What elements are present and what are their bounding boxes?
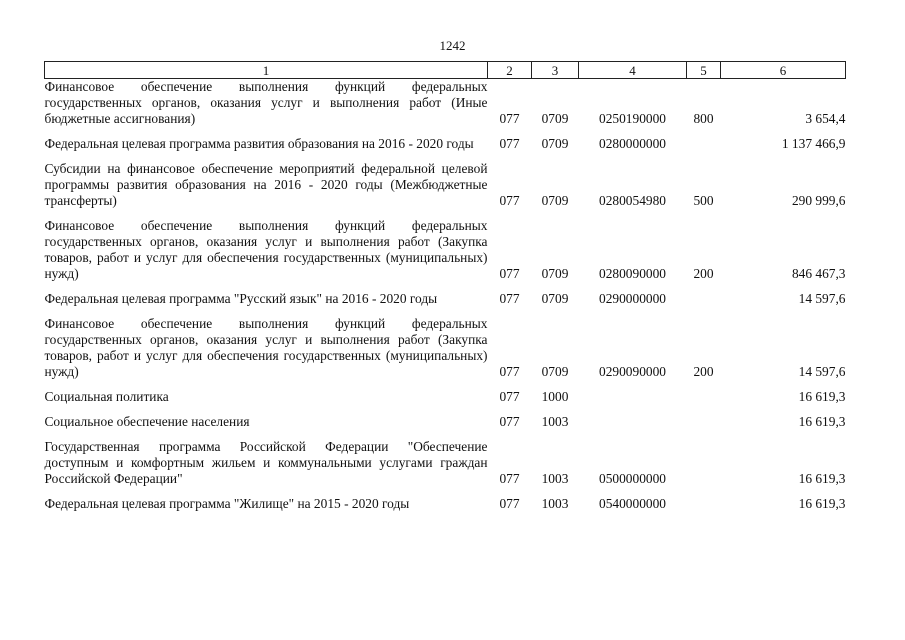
row-name: Федеральная целевая программа "Жилище" на 2015 - 2020 годы	[44, 496, 410, 511]
header-col-1: 1	[45, 62, 488, 79]
header-col-5: 5	[687, 62, 721, 79]
row-name: Субсидии на финансовое обеспечение мероприятий федеральной целевой программы развития образования на 2016 - 2020 годы (Межбюджетные трансферты)	[44, 161, 488, 208]
row-target-code: 0290090000	[599, 364, 666, 379]
row-name: Федеральная целевая программа развития образования на 2016 - 2020 годы	[44, 136, 474, 151]
table-row	[45, 152, 846, 209]
row-ministry-code: 077	[499, 136, 520, 151]
header-col-2: 2	[488, 62, 532, 79]
header-col-3: 3	[532, 62, 579, 79]
row-section-code: 0709	[541, 136, 569, 151]
row-section-code: 0709	[541, 291, 569, 306]
row-amount: 14 597,6	[798, 291, 846, 306]
row-ministry-code: 077	[499, 496, 520, 511]
row-expense-type	[687, 127, 721, 152]
row-ministry-code: 077	[499, 193, 520, 208]
row-expense-type: 200	[693, 364, 714, 379]
table-body	[45, 79, 846, 513]
row-expense-type	[687, 282, 721, 307]
row-amount: 3 654,4	[805, 111, 846, 126]
table-row	[45, 380, 846, 405]
row-ministry-code: 077	[499, 389, 520, 404]
page-number: 1242	[439, 38, 466, 53]
row-amount: 1 137 466,9	[781, 136, 846, 151]
row-section-code: 0709	[541, 364, 569, 379]
row-target-code: 0250190000	[599, 111, 666, 126]
row-expense-type	[687, 405, 721, 430]
row-amount: 290 999,6	[791, 193, 846, 208]
row-name: Федеральная целевая программа "Русский язык" на 2016 - 2020 годы	[44, 291, 438, 306]
row-ministry-code: 077	[499, 364, 520, 379]
table-row	[45, 209, 846, 282]
row-expense-type	[687, 487, 721, 512]
header-col-6: 6	[721, 62, 846, 79]
table-header	[45, 62, 846, 79]
row-target-code: 0540000000	[599, 496, 666, 511]
row-expense-type: 500	[693, 193, 714, 208]
row-ministry-code: 077	[499, 291, 520, 306]
table-row	[45, 307, 846, 380]
row-section-code: 0709	[541, 266, 569, 281]
row-ministry-code: 077	[499, 471, 520, 486]
table-row	[45, 487, 846, 512]
row-name: Социальная политика	[44, 389, 169, 404]
row-expense-type	[687, 380, 721, 405]
table-row	[45, 127, 846, 152]
row-amount: 14 597,6	[798, 364, 846, 379]
row-amount: 16 619,3	[798, 471, 846, 486]
row-section-code: 1000	[541, 389, 569, 404]
row-section-code: 0709	[541, 193, 569, 208]
header-col-4: 4	[579, 62, 687, 79]
row-amount: 846 467,3	[791, 266, 846, 281]
table-row	[45, 430, 846, 487]
budget-table	[44, 61, 846, 512]
row-expense-type: 200	[693, 266, 714, 281]
row-expense-type	[687, 430, 721, 487]
row-section-code: 1003	[541, 414, 569, 429]
table-row	[45, 405, 846, 430]
row-name: Социальное обеспечение населения	[44, 414, 250, 429]
header-row	[45, 62, 846, 79]
row-amount: 16 619,3	[798, 496, 846, 511]
row-section-code: 0709	[541, 111, 569, 126]
row-target-code	[579, 380, 687, 405]
row-target-code	[579, 405, 687, 430]
row-ministry-code: 077	[499, 414, 520, 429]
row-ministry-code: 077	[499, 111, 520, 126]
row-target-code: 0280000000	[599, 136, 666, 151]
row-name: Финансовое обеспечение выполнения функций федеральных государственных органов, оказания услуг и выполнения работ (Закупка товаров, работ и услуг для обеспечения государственных (муниципальных) нужд)	[44, 218, 488, 281]
row-target-code: 0280054980	[599, 193, 666, 208]
row-amount: 16 619,3	[798, 414, 846, 429]
row-target-code: 0280090000	[599, 266, 666, 281]
row-target-code: 0290000000	[599, 291, 666, 306]
row-target-code: 0500000000	[599, 471, 666, 486]
row-name: Государственная программа Российской Федерации "Обеспечение доступным и комфортным жильем и коммунальными услугами граждан Российской Федерации"	[44, 439, 488, 486]
row-expense-type: 800	[693, 111, 714, 126]
row-name: Финансовое обеспечение выполнения функций федеральных государственных органов, оказания услуг и выполнения работ (Иные бюджетные ассигнования)	[44, 79, 488, 126]
table-row	[45, 79, 846, 128]
row-name: Финансовое обеспечение выполнения функций федеральных государственных органов, оказания услуг и выполнения работ (Закупка товаров, работ и услуг для обеспечения государственных (муниципальных) нужд)	[44, 316, 488, 379]
row-ministry-code: 077	[499, 266, 520, 281]
row-section-code: 1003	[541, 496, 569, 511]
row-amount: 16 619,3	[798, 389, 846, 404]
table-row	[45, 282, 846, 307]
row-section-code: 1003	[541, 471, 569, 486]
